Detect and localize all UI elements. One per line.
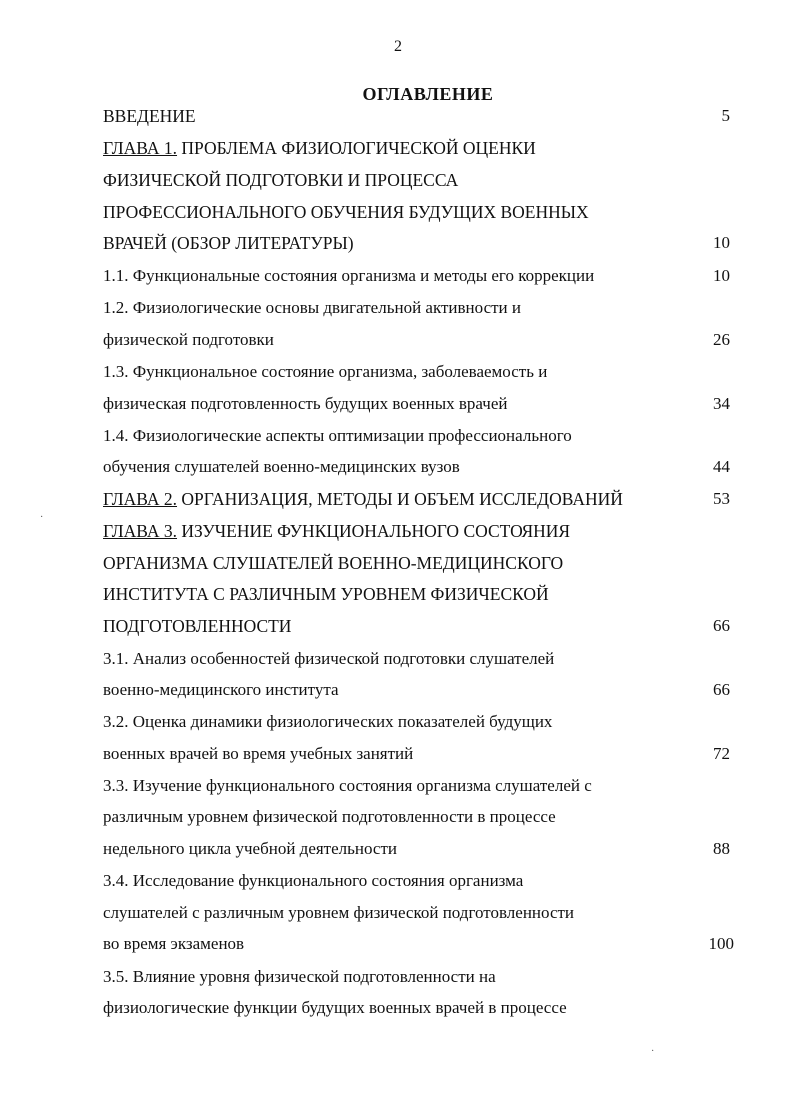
chapter-1-title-line: ВРАЧЕЙ (ОБЗОР ЛИТЕРАТУРЫ) — [103, 233, 354, 253]
chapter-3-title: ИЗУЧЕНИЕ ФУНКЦИОНАЛЬНОГО СОСТОЯНИЯ — [177, 521, 571, 541]
toc-entry-3-2: 3.2. Оценка динамики физиологических показателей будущих — [103, 712, 553, 731]
chapter-3-label: ГЛАВА 3. — [103, 521, 178, 541]
toc-entry-chapter-3 — [103, 517, 570, 545]
toc-title: ОГЛАВЛЕНИЕ — [362, 84, 494, 104]
toc-entry-1-2-cont: физической подготовки — [103, 330, 274, 349]
chapter-2-title: ОРГАНИЗАЦИЯ, МЕТОДЫ И ОБЪЕМ ИССЛЕДОВАНИЙ — [177, 489, 623, 509]
toc-entry-1-4: 1.4. Физиологические аспекты оптимизации профессионального — [103, 426, 572, 445]
toc-entry-1-1: 1.1. Функциональные состояния организма и методы его коррекции — [103, 266, 595, 285]
page-number: 2 — [394, 38, 402, 55]
toc-page-3-2: 72 — [713, 744, 730, 763]
chapter-2-label: ГЛАВА 2. — [103, 489, 178, 509]
toc-entry-3-1: 3.1. Анализ особенностей физической подготовки слушателей — [103, 649, 555, 668]
toc-entry-3-1-cont: военно-медицинского института — [103, 680, 339, 699]
chapter-3-title-line: ОРГАНИЗМА СЛУШАТЕЛЕЙ ВОЕННО-МЕДИЦИНСКОГО — [103, 553, 564, 573]
toc-entry-intro: ВВЕДЕНИЕ — [103, 106, 196, 126]
toc-page-3-3: 88 — [713, 839, 730, 858]
toc-entry-3-3-cont: недельного цикла учебной деятельности — [103, 839, 397, 858]
toc-entry-1-2: 1.2. Физиологические основы двигательной активности и — [103, 298, 521, 317]
toc-entry-3-3-cont: различным уровнем физической подготовленности в процессе — [103, 807, 556, 826]
toc-page-3-1: 66 — [713, 680, 730, 699]
toc-entry-3-3: 3.3. Изучение функционального состояния организма слушателей с — [103, 776, 592, 795]
toc-entry-1-3-cont: физическая подготовленность будущих военных врачей — [103, 394, 508, 413]
chapter-1-title-line: ФИЗИЧЕСКОЙ ПОДГОТОВКИ И ПРОЦЕССА — [103, 170, 459, 190]
toc-page-3-4: 100 — [708, 934, 734, 953]
toc-entry-3-4-cont: во время экзаменов — [103, 934, 245, 953]
chapter-1-label: ГЛАВА 1. — [103, 138, 178, 158]
toc-entry-3-4-cont: слушателей с различным уровнем физической подготовленности — [103, 903, 575, 922]
toc-entry-3-4: 3.4. Исследование функционального состояния организма — [103, 871, 524, 890]
toc-page-1-3: 34 — [713, 394, 730, 413]
toc-entry-chapter-1 — [103, 134, 536, 162]
toc-entry-1-3: 1.3. Функциональное состояние организма, заболеваемость и — [103, 362, 548, 381]
toc-page-1-2: 26 — [713, 330, 730, 349]
scan-speck: · — [40, 512, 44, 523]
chapter-3-title-line: ПОДГОТОВЛЕННОСТИ — [103, 616, 292, 636]
toc-page-1-4: 44 — [713, 457, 730, 476]
chapter-1-title-line: ПРОФЕССИОНАЛЬНОГО ОБУЧЕНИЯ БУДУЩИХ ВОЕННЫХ — [103, 202, 589, 222]
toc-page-1-1: 10 — [713, 266, 730, 285]
toc-page-intro: 5 — [721, 106, 730, 125]
chapter-3-title-line: ИНСТИТУТА С РАЗЛИЧНЫМ УРОВНЕМ ФИЗИЧЕСКОЙ — [103, 584, 549, 604]
toc-entry-3-5: 3.5. Влияние уровня физической подготовленности на — [103, 967, 496, 986]
toc-entry-chapter-2 — [103, 485, 623, 513]
toc-entry-3-2-cont: военных врачей во время учебных занятий — [103, 744, 414, 763]
toc-entry-3-5-cont: физиологические функции будущих военных врачей в процессе — [103, 998, 567, 1017]
chapter-1-title: ПРОБЛЕМА ФИЗИОЛОГИЧЕСКОЙ ОЦЕНКИ — [177, 138, 536, 158]
toc-entry-1-4-cont: обучения слушателей военно-медицинских вузов — [103, 457, 460, 476]
scan-speck: · — [651, 1046, 655, 1057]
toc-page-chapter-1: 10 — [713, 233, 730, 252]
toc-page-chapter-2: 53 — [713, 489, 730, 508]
toc-page-chapter-3: 66 — [713, 616, 730, 635]
